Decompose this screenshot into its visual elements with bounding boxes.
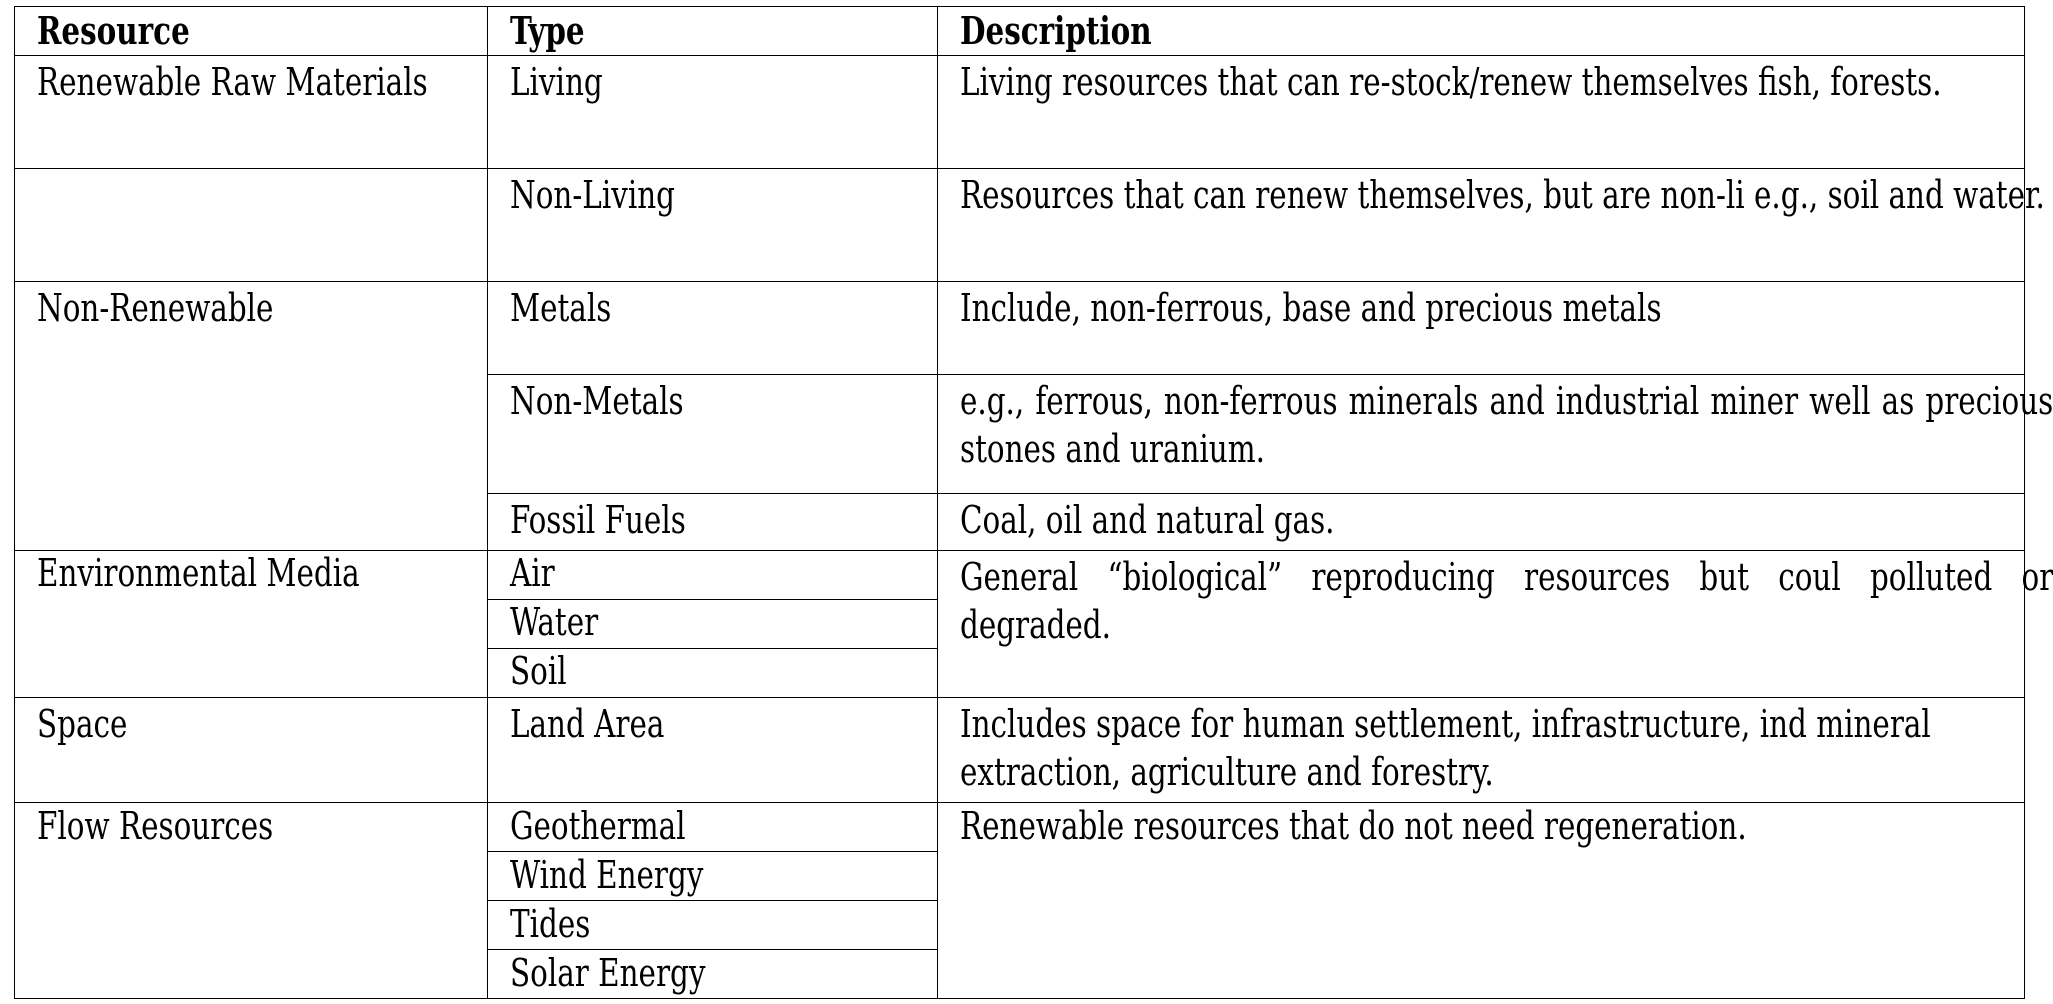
- table-row: [15, 698, 2025, 803]
- cell-resource: Flow Resources: [15, 803, 488, 999]
- cell-resource: Environmental Media: [15, 551, 488, 698]
- table-row: [15, 282, 2025, 375]
- cell-resource: Space: [15, 698, 488, 803]
- cell-description: Renewable resources that do not need regeneration.: [938, 803, 2025, 999]
- cell-description: Coal, oil and natural gas.: [938, 494, 2025, 551]
- table-row: [15, 169, 2025, 282]
- cell-resource: [15, 169, 488, 282]
- cell-description: Resources that can renew themselves, but are non-li e.g., soil and water.: [938, 169, 2025, 282]
- cell-type: Fossil Fuels: [488, 494, 938, 551]
- header-resource: Resource: [15, 7, 488, 56]
- cell-description: e.g., ferrous, non-ferrous minerals and industrial miner well as precious stones and uranium.: [938, 375, 2025, 494]
- cell-type: Non-Living: [488, 169, 938, 282]
- header-description: Description: [938, 7, 2025, 56]
- cell-type: Air: [488, 551, 938, 600]
- table-row: [15, 56, 2025, 169]
- cell-description: General “biological” reproducing resources but coul polluted or degraded.: [938, 551, 2025, 698]
- table-header-row: [15, 7, 2025, 56]
- cell-type: Solar Energy: [488, 950, 938, 999]
- header-type: Type: [488, 7, 938, 56]
- cell-type: Land Area: [488, 698, 938, 803]
- cell-type: Living: [488, 56, 938, 169]
- cell-type: Geothermal: [488, 803, 938, 852]
- cell-type: Non-Metals: [488, 375, 938, 494]
- table-row: [15, 551, 2025, 600]
- cell-description: Living resources that can re-stock/renew themselves fish, forests.: [938, 56, 2025, 169]
- cell-description: Includes space for human settlement, infrastructure, ind mineral extraction, agriculture and forestry.: [938, 698, 2025, 803]
- resource-table: [14, 6, 2053, 999]
- cell-type: Soil: [488, 649, 938, 698]
- cell-type: Metals: [488, 282, 938, 375]
- cell-resource: Renewable Raw Materials: [15, 56, 488, 169]
- cell-type: Water: [488, 600, 938, 649]
- cell-type: Tides: [488, 901, 938, 950]
- table-row: [15, 803, 2025, 852]
- cell-description: Include, non-ferrous, base and precious metals: [938, 282, 2025, 375]
- cell-resource: Non-Renewable: [15, 282, 488, 551]
- cell-type: Wind Energy: [488, 852, 938, 901]
